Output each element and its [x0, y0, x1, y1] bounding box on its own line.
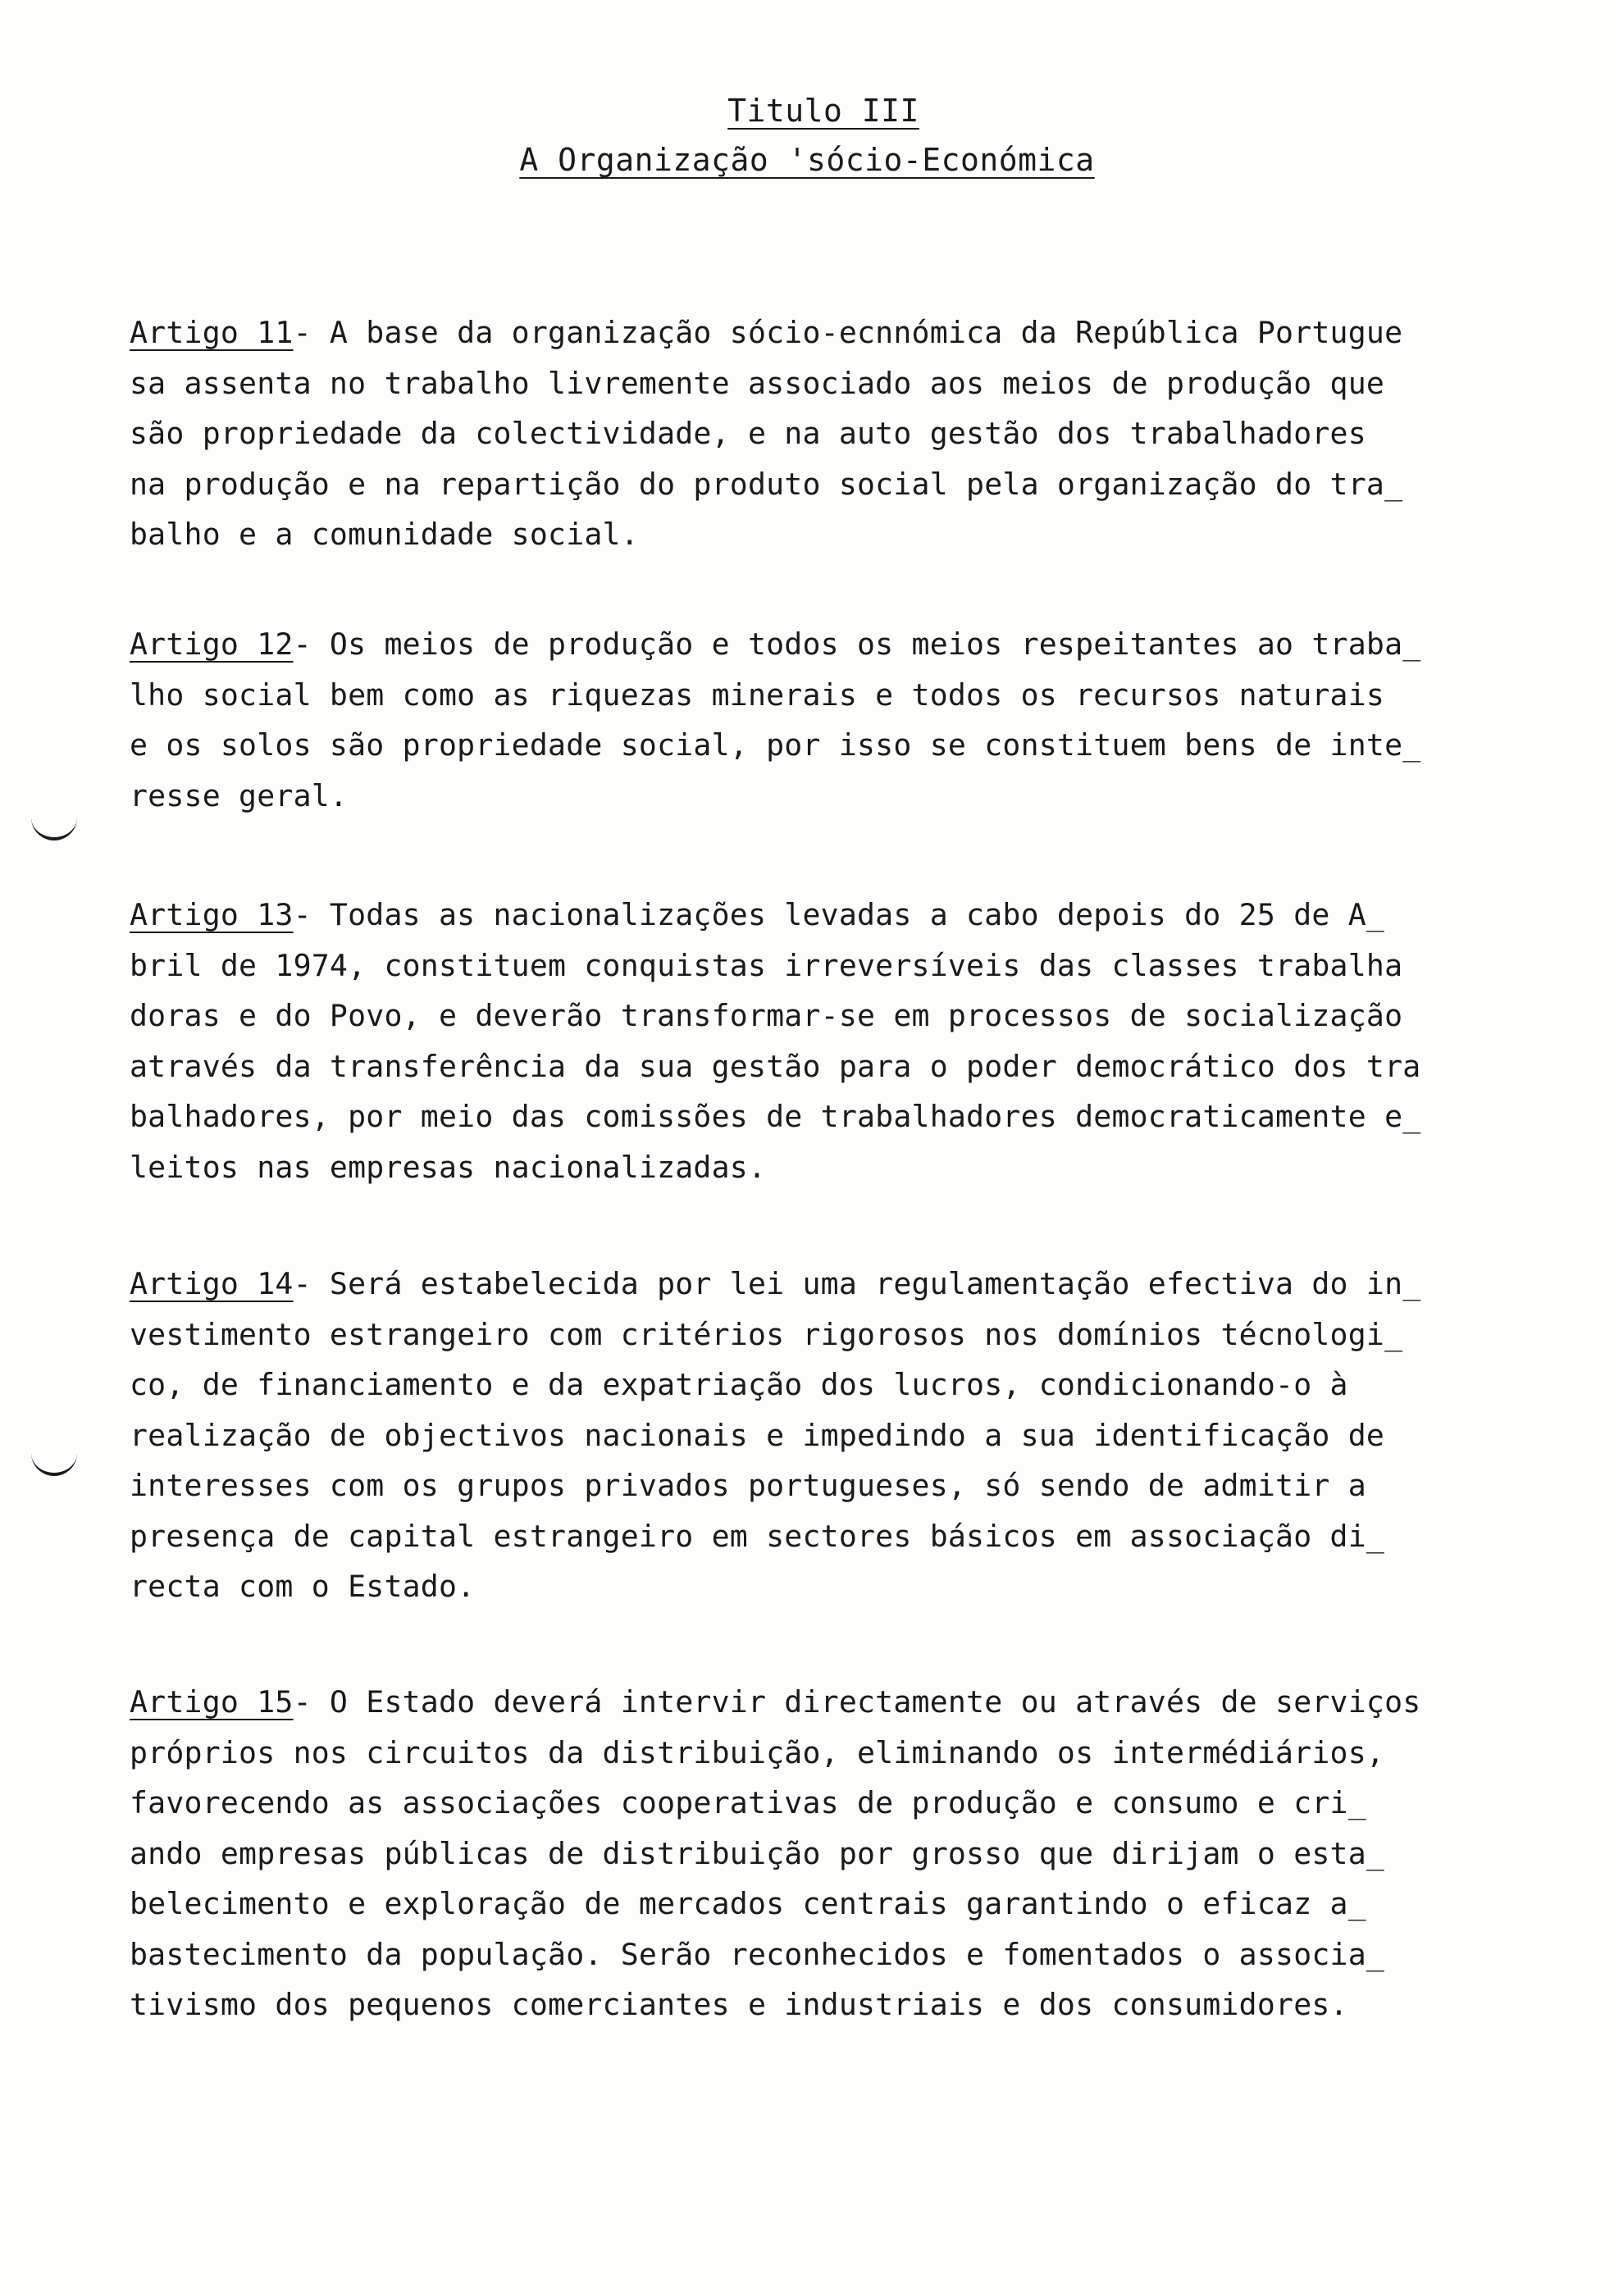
document-subtitle: A Organização 'sócio-Económica [519, 142, 1095, 178]
article-line: Artigo 14- Será estabelecida por lei uma regulamentação efectiva do in_ [130, 1266, 1421, 1301]
article-label: Artigo 14 [130, 1266, 294, 1301]
article-line: realização de objectivos nacionais e impedindo a sua identificação de [130, 1417, 1385, 1453]
article-line: resse geral. [130, 777, 349, 813]
article-line: balho e a comunidade social. [130, 517, 639, 552]
article-12 [130, 619, 1573, 821]
article-line: na produção e na repartição do produto social pela organização do tra_ [130, 466, 1403, 502]
article-line: vestimento estrangeiro com critérios rigorosos nos domínios técnologi_ [130, 1316, 1403, 1352]
article-line: balhadores, por meio das comissões de trabalhadores democraticamente e_ [130, 1099, 1421, 1134]
article-line: bastecimento da população. Serão reconhecidos e fomentados o associa_ [130, 1936, 1385, 1972]
article-label: Artigo 13 [130, 897, 294, 932]
article-line: ando empresas públicas de distribuição por grosso que dirijam o esta_ [130, 1835, 1385, 1871]
article-line: são propriedade da colectividade, e na auto gestão dos trabalhadores [130, 416, 1366, 451]
article-13 [130, 890, 1573, 1192]
article-15 [130, 1677, 1573, 2030]
article-line: Artigo 13- Todas as nacionalizações levadas a cabo depois do 25 de A_ [130, 897, 1385, 932]
article-line: doras e do Povo, e deverão transformar-se em processos de socialização [130, 998, 1403, 1033]
article-label: Artigo 15 [130, 1684, 294, 1720]
margin-mark [31, 816, 77, 840]
article-line: presença de capital estrangeiro em sectores básicos em associação di_ [130, 1518, 1385, 1554]
article-line: bril de 1974, constituem conquistas irreversíveis das classes trabalha [130, 947, 1403, 983]
article-line: e os solos são propriedade social, por isso se constituem bens de inte_ [130, 727, 1421, 763]
article-line: interesses com os grupos privados portugueses, só sendo de admitir a [130, 1468, 1366, 1503]
article-line: leitos nas empresas nacionalizadas. [130, 1149, 767, 1185]
document-title: Titulo III [727, 93, 919, 129]
article-line: Artigo 12- Os meios de produção e todos os meios respeitantes ao traba_ [130, 626, 1421, 662]
article-11 [130, 308, 1573, 560]
article-label: Artigo 11 [130, 315, 294, 350]
article-label: Artigo 12 [130, 626, 294, 662]
article-14 [130, 1259, 1573, 1612]
article-line: Artigo 11- A base da organização sócio-ecnnómica da República Portugue [130, 315, 1403, 350]
article-line: através da transferência da sua gestão para o poder democrático dos tra [130, 1048, 1421, 1084]
article-line: recta com o Estado. [130, 1569, 476, 1604]
article-line: tivismo dos pequenos comerciantes e industriais e dos consumidores. [130, 1987, 1348, 2022]
article-line: lho social bem como as riquezas minerais e todos os recursos naturais [130, 676, 1385, 713]
article-line: sa assenta no trabalho livremente associado aos meios de produção que [130, 365, 1385, 401]
article-line: belecimento e exploração de mercados centrais garantindo o eficaz a_ [130, 1886, 1366, 1921]
margin-mark [31, 1451, 77, 1476]
article-line: próprios nos circuitos da distribuição, eliminando os intermédiários, [130, 1734, 1385, 1770]
article-line: co, de financiamento e da expatriação dos lucros, condicionando-o à [130, 1367, 1348, 1402]
article-line: Artigo 15- O Estado deverá intervir directamente ou através de serviços [130, 1684, 1421, 1720]
article-line: favorecendo as associações cooperativas de produção e consumo e cri_ [130, 1785, 1366, 1820]
